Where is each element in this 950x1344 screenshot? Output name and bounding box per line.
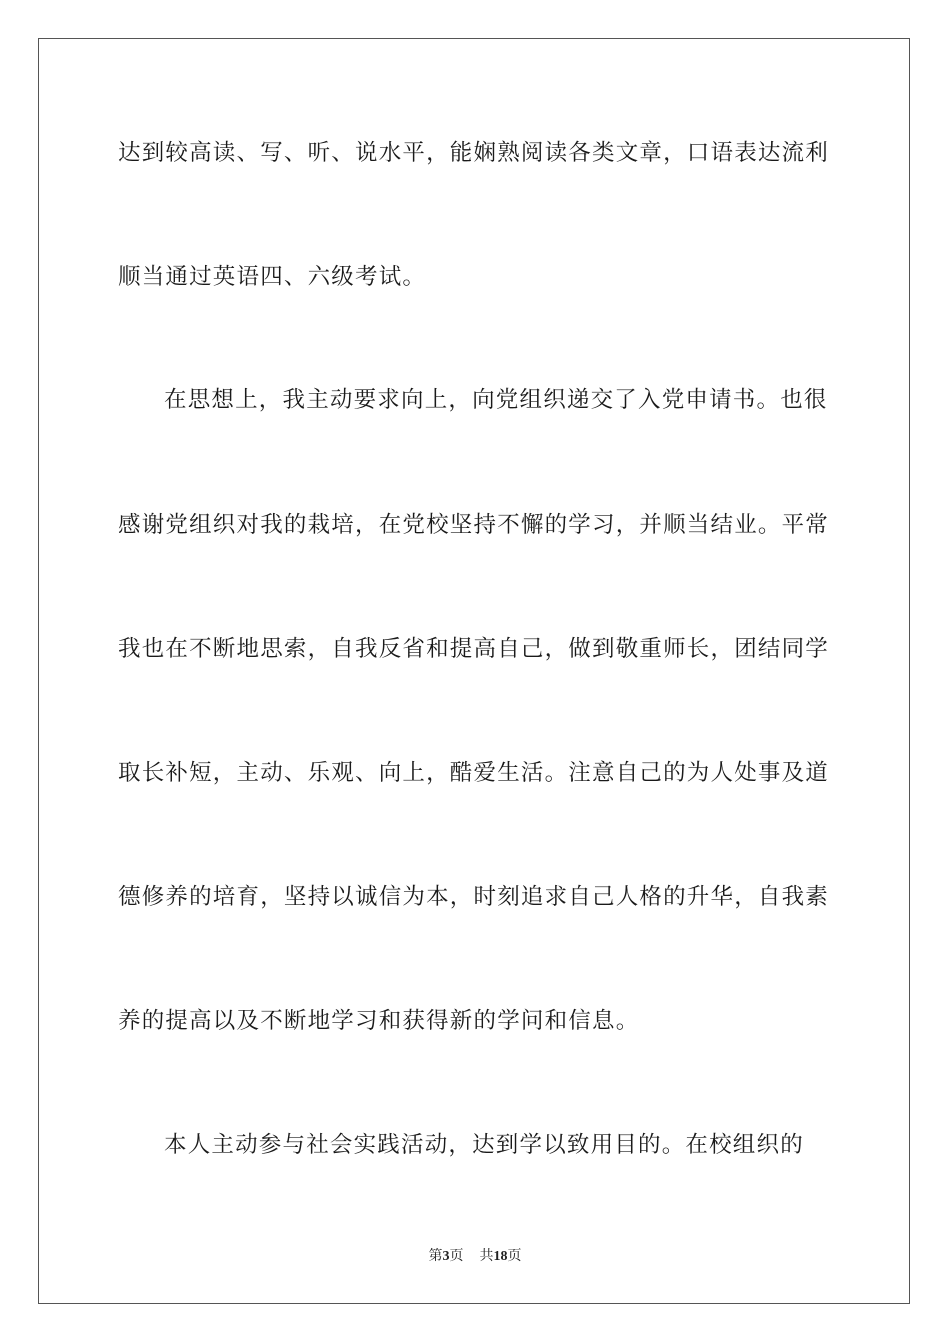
page-prefix: 第 [428, 1248, 443, 1264]
body-text-line: 感谢党组织对我的栽培，在党校坚持不懈的学习，并顺当结业。平常 [118, 512, 830, 538]
page-number: 3 [442, 1249, 450, 1264]
body-text-line: 取长补短，主动、乐观、向上，酷爱生活。注意自己的为人处事及道 [118, 760, 830, 786]
page-footer [0, 1246, 950, 1267]
total-prefix: 共 [479, 1248, 494, 1264]
body-text-line: 养的提高以及不断地学习和获得新的学问和信息。 [118, 1008, 640, 1034]
paragraph-start-line: 本人主动参与社会实践活动，达到学以致用目的。在校组织的 [164, 1132, 804, 1158]
page-suffix: 页 [449, 1248, 464, 1264]
body-text-line: 顺当通过英语四、六级考试。 [118, 264, 427, 290]
total-suffix: 页 [507, 1248, 522, 1264]
body-text-line: 德修养的培育，坚持以诚信为本，时刻追求自己人格的升华，自我素 [118, 884, 830, 910]
body-text-line: 达到较高读、写、听、说水平，能娴熟阅读各类文章，口语表达流利 [118, 140, 830, 166]
paragraph-start-line: 在思想上，我主动要求向上，向党组织递交了入党申请书。也很 [164, 387, 828, 413]
body-text-line: 我也在不断地思索，自我反省和提高自己，做到敬重师长，团结同学 [118, 636, 830, 662]
page-border [38, 38, 910, 1304]
total-pages: 18 [493, 1249, 508, 1264]
